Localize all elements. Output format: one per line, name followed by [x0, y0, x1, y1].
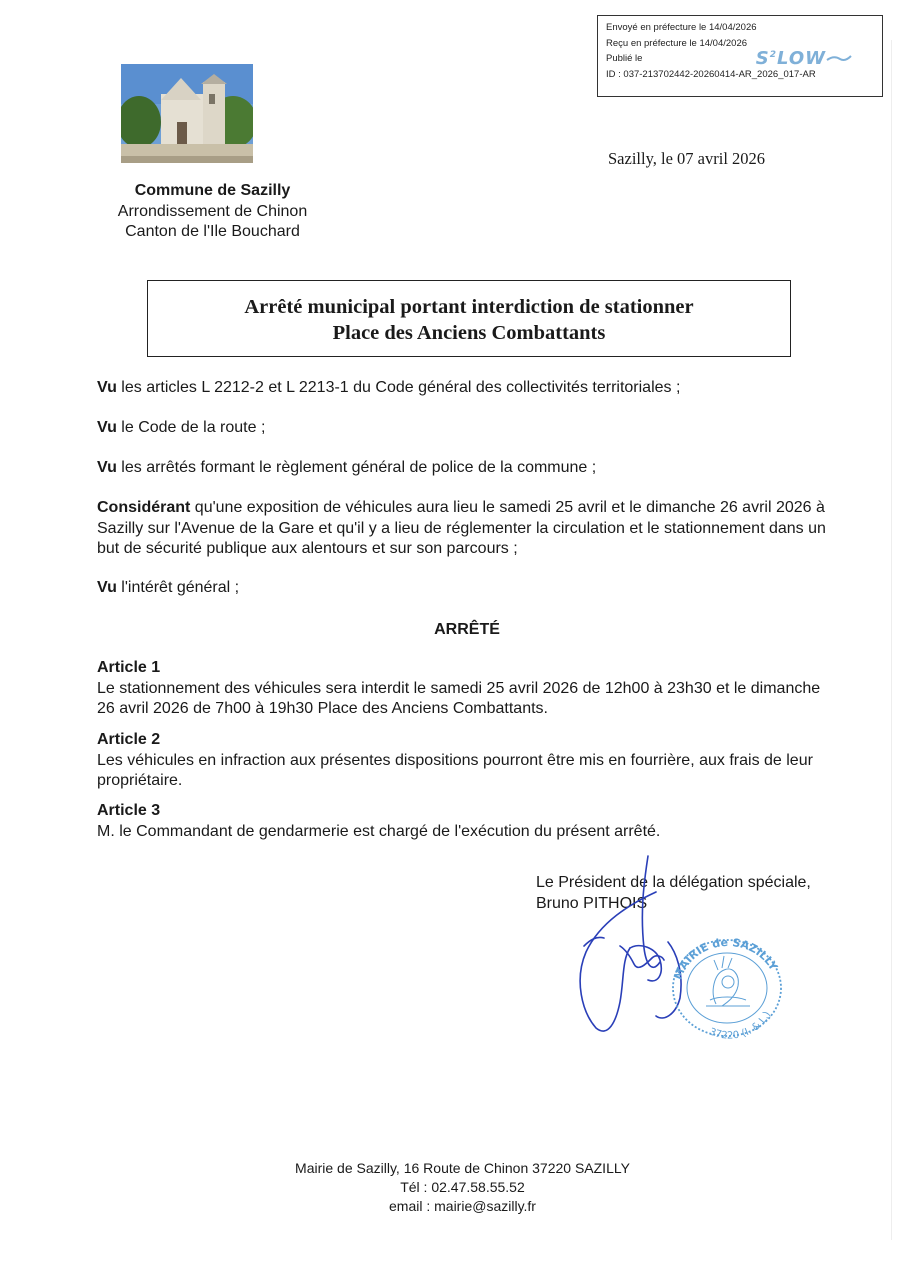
footer-address: Mairie de Sazilly, 16 Route de Chinon 37220 SAZILLY: [295, 1160, 630, 1176]
article-text: M. le Commandant de gendarmerie est chargé de l'exécution du présent arrêté.: [97, 822, 661, 840]
s2low-logo: $S^2LOW$: [756, 48, 852, 67]
article-title: Article 2: [97, 731, 161, 748]
stamp-sent: Envoyé en préfecture le 14/04/2026: [606, 22, 757, 33]
decree-title: [147, 280, 791, 357]
consideration-4: Considérant qu'une exposition de véhicules aura lieu le samedi 25 avril et le dimanche 26 avril 2026 à Sazilly sur l'Avenue de la Gare et qu'il y a lieu de réglementer la circulation et le stationnement dans un but de sécurité publique aux alentours et sur son parcours ;: [97, 499, 826, 557]
canton: Canton de l'Ile Bouchard: [125, 223, 300, 240]
town-hall-seal: [666, 930, 788, 1040]
stamp-id: ID : 037-213702442-20260414-AR_2026_017-AR: [606, 68, 816, 80]
signatory-name: Bruno PITHOIS: [536, 894, 648, 912]
article-3: [97, 801, 837, 842]
church-photo: [121, 64, 253, 163]
commune-name: Commune de Sazilly: [134, 182, 291, 199]
article-2: [97, 730, 837, 792]
seal-bottom-text: 37220 (I. & L.): [707, 1009, 774, 1040]
svg-text:37220 (I. & L.): [707, 1010, 773, 1040]
footer-email: email : mairie@sazilly.fr: [389, 1198, 536, 1214]
stamp-published: Publié le: [606, 53, 643, 64]
title-line-1: Arrêté municipal portant interdiction de stationner: [244, 296, 694, 318]
seal-top-text: MAIRIE de SAZILLY: [671, 935, 781, 982]
consideration-1: Vu les articles L 2212-2 et L 2213-1 du Code général des collectivités territoriales ;: [97, 379, 681, 396]
title-line-2: Place des Anciens Combattants: [332, 322, 606, 344]
arrondissement: Arrondissement de Chinon: [117, 202, 308, 220]
article-text: Les véhicules en infraction aux présentes dispositions pourront être mis en fourrière, aux frais de leur propriétaire.: [97, 751, 813, 789]
consideration-2: Vu le Code de la route ;: [97, 419, 266, 436]
article-text: Le stationnement des véhicules sera interdit le samedi 25 avril 2026 de 12h00 à 23h30 et le dimanche 26 avril 2026 de 7h00 à 19h30 Place des Anciens Combattants.: [97, 679, 821, 717]
footer: [200, 1159, 725, 1216]
stamp-received: Reçu en préfecture le 14/04/2026: [606, 37, 748, 49]
scan-edge: [891, 40, 892, 1240]
signatory-role: Le Président de la délégation spéciale,: [536, 874, 811, 891]
consideration-5: Vu l'intérêt général ;: [97, 579, 240, 596]
place-date: Sazilly, le 07 avril 2026: [608, 149, 766, 168]
article-title: Article 1: [97, 659, 161, 676]
consideration-3: Vu les arrêtés formant le règlement général de police de la commune ;: [97, 459, 597, 476]
footer-phone: Tél : 02.47.58.55.52: [400, 1179, 525, 1195]
article-1: [97, 658, 837, 720]
commune-header: [80, 181, 345, 243]
decision-heading: ARRÊTÉ: [434, 621, 500, 638]
prefecture-stamp: [597, 15, 883, 97]
article-title: Article 3: [97, 802, 161, 819]
